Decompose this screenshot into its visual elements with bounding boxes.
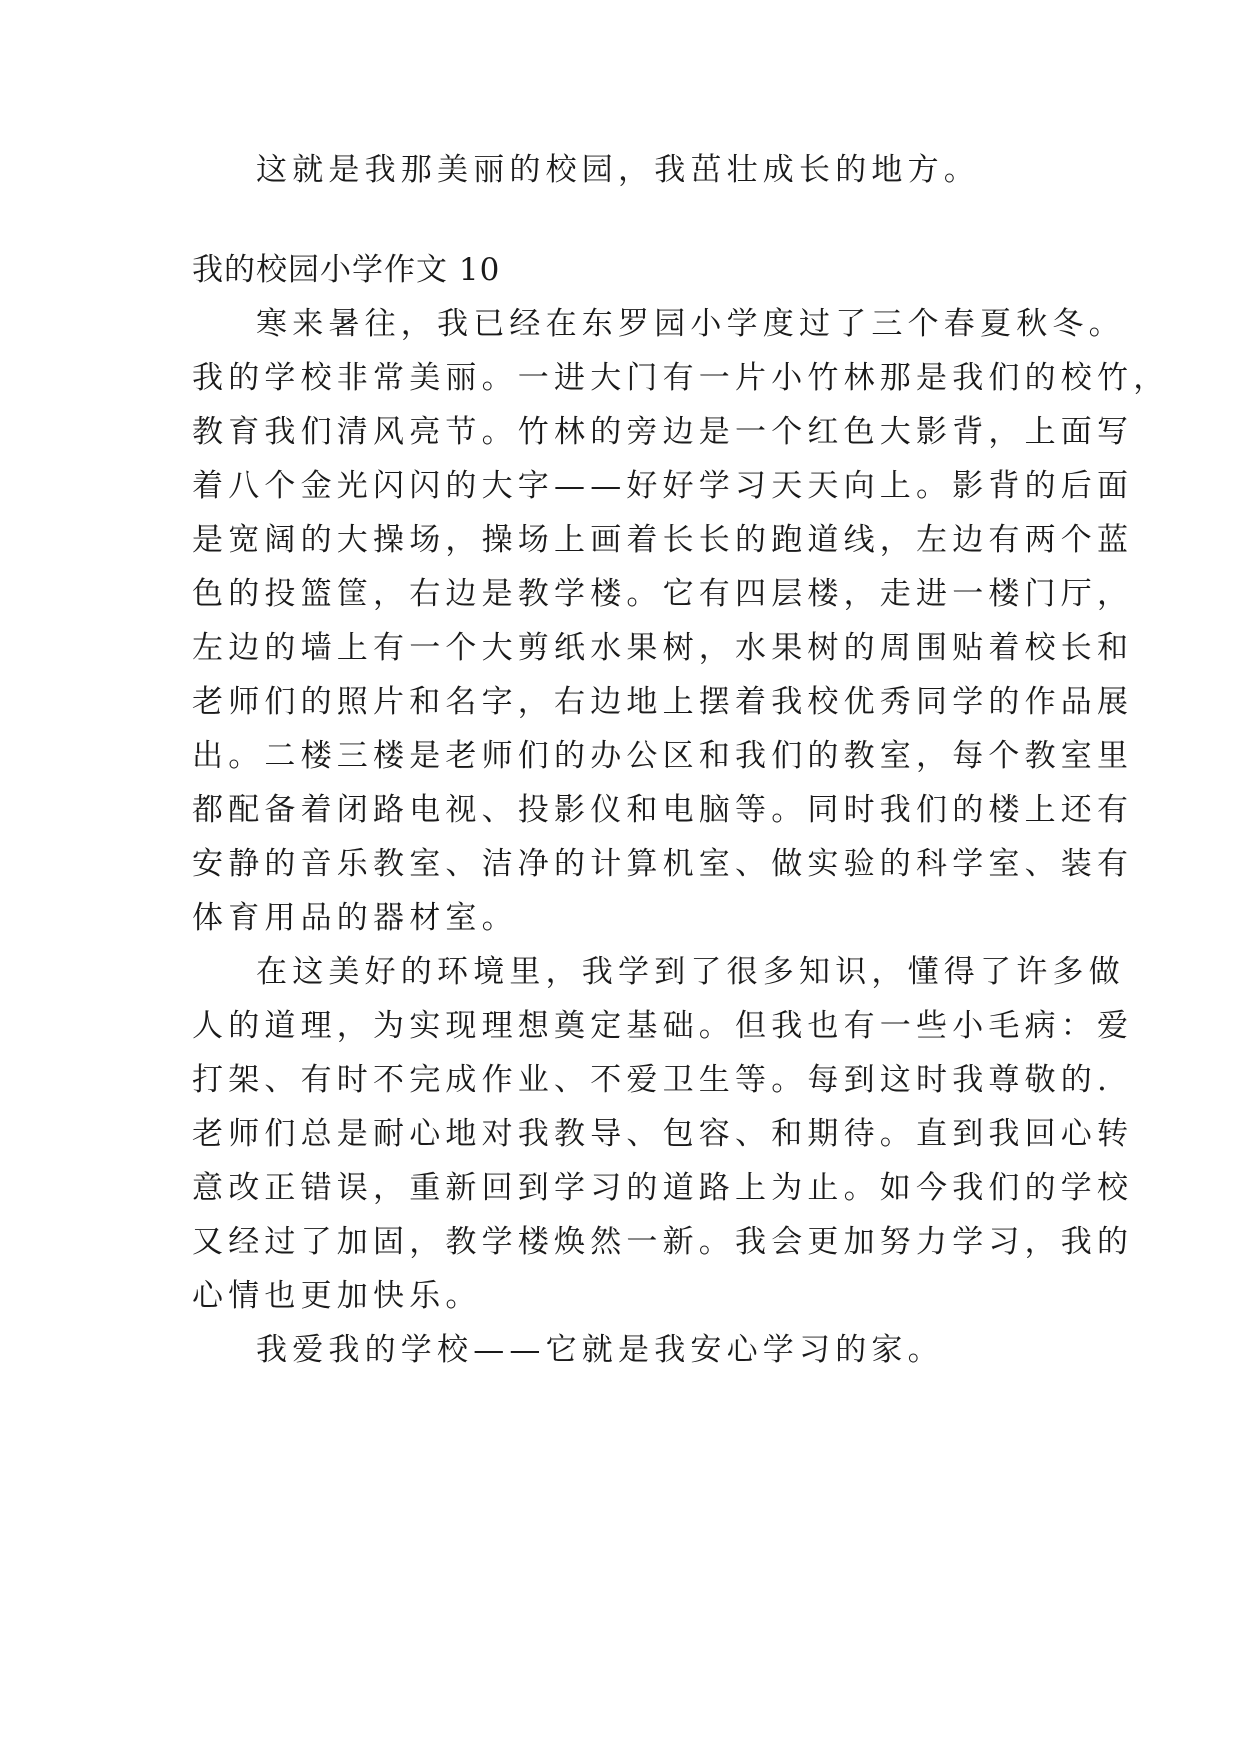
paragraph-line: 打架、有时不完成作业、不爱卫生等。每到这时我尊敬的. <box>192 1062 1113 1098</box>
paragraph-line: 意改正错误，重新回到学习的道路上为止。如今我们的学校 <box>192 1170 1134 1206</box>
intro-closing-line: 这就是我那美丽的校园，我茁壮成长的地方。 <box>256 152 980 188</box>
paragraph-line: 老师们总是耐心地对我教导、包容、和期待。直到我回心转 <box>192 1116 1134 1152</box>
paragraph-line: 又经过了加固，教学楼焕然一新。我会更加努力学习，我的 <box>192 1224 1134 1260</box>
paragraph-line: 心情也更加快乐。 <box>192 1278 482 1314</box>
paragraph-line: 着八个金光闪闪的大字——好好学习天天向上。影背的后面 <box>192 468 1134 504</box>
paragraph-line: 人的道理，为实现理想奠定基础。但我也有一些小毛病：爱 <box>192 1008 1134 1044</box>
paragraph-line: 色的投篮筐，右边是教学楼。它有四层楼，走进一楼门厅， <box>192 576 1134 612</box>
paragraph-line: 体育用品的器材室。 <box>192 900 518 936</box>
paragraph-line: 我的学校非常美丽。一进大门有一片小竹林那是我们的校竹， <box>192 360 1170 396</box>
section-title: 我的校园小学作文 10 <box>192 252 501 288</box>
paragraph-line: 安静的音乐教室、洁净的计算机室、做实验的科学室、装有 <box>192 846 1134 882</box>
paragraph-line: 是宽阔的大操场，操场上画着长长的跑道线，左边有两个蓝 <box>192 522 1134 558</box>
paragraph-line: 寒来暑往，我已经在东罗园小学度过了三个春夏秋冬。 <box>256 306 1125 342</box>
paragraph-line: 在这美好的环境里，我学到了很多知识，懂得了许多做 <box>256 954 1125 990</box>
paragraph-line: 左边的墙上有一个大剪纸水果树，水果树的周围贴着校长和 <box>192 630 1134 666</box>
paragraph-line: 老师们的照片和名字，右边地上摆着我校优秀同学的作品展 <box>192 684 1134 720</box>
paragraph-line: 都配备着闭路电视、投影仪和电脑等。同时我们的楼上还有 <box>192 792 1134 828</box>
paragraph-line: 出。二楼三楼是老师们的办公区和我们的教室，每个教室里 <box>192 738 1134 774</box>
paragraph-line: 我爱我的学校——它就是我安心学习的家。 <box>256 1332 944 1368</box>
paragraph-line: 教育我们清风亮节。竹林的旁边是一个红色大影背，上面写 <box>192 414 1134 450</box>
